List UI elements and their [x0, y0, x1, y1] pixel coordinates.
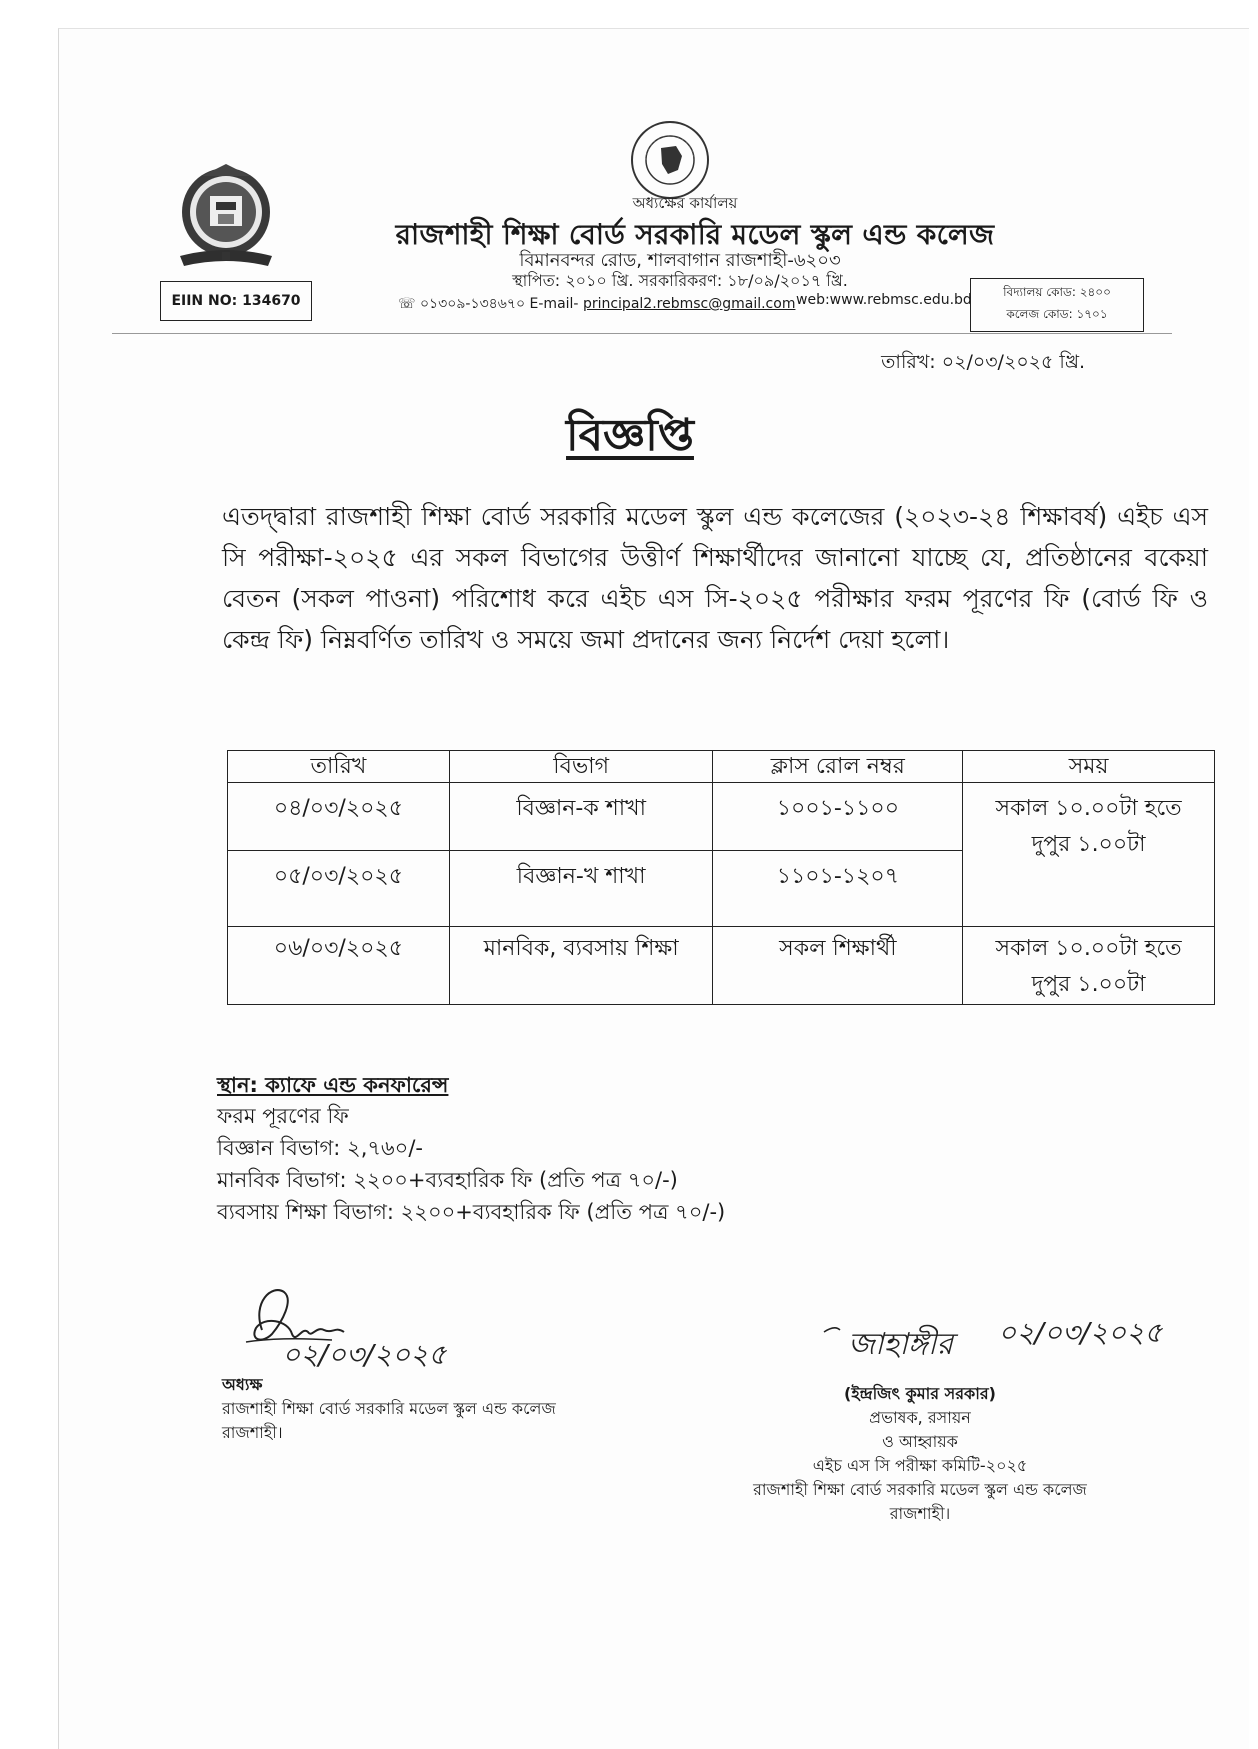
table-row [228, 783, 1215, 851]
bangladesh-government-seal-icon [628, 118, 712, 202]
email-label: E-mail- [529, 296, 579, 312]
notice-date: তারিখ: ০২/০৩/২০২৫ খ্রি. [881, 351, 1085, 373]
time-start: সকাল ১০.০০টা হতে [995, 936, 1182, 961]
schedule-table [227, 750, 1215, 1005]
row-department: মানবিক, ব্যবসায় শিক্ষা [449, 927, 713, 1005]
institution-code-box [970, 278, 1144, 332]
notice-body: এতদ্দ্বারা রাজশাহী শিক্ষা বোর্ড সরকারি মডেল স্কুল এন্ড কলেজের (২০২৩-২৪ শিক্ষাবর্ষ) এইচ এস সি পরীক্ষা-২০২৫ এর সকল বিভাগের উত্তীর্ণ শিক্ষার্থীদের জানানো যাচ্ছে যে, প্রতিষ্ঠানের বকেয়া বেতন (সকল পাওনা) পরিশোধ করে এইচ এস সি-২০২৫ পরীক্ষার ফরম পূরণের ফি (বোর্ড ফি ও কেন্দ্র ফি) নিম্নবর্ণিত তারিখ ও সময়ে জমা প্রদানের জন্য নির্দেশ দেয়া হলো। [222, 502, 1208, 654]
row-time [963, 783, 1215, 927]
header-date: তারিখ [228, 751, 450, 783]
fee-business: ব্যবসায় শিক্ষা বিভাগ: ২২০০+ব্যবহারিক ফি (প্রতি পত্র ৭০/-) [217, 1200, 726, 1224]
header-roll: ক্লাস রোল নম্বর [713, 751, 963, 783]
principal-signature-date: ০২/০৩/২০২৫ [282, 1338, 447, 1371]
contact-line [398, 292, 978, 316]
convener-signature-date: ০২/০৩/২০২৫ [998, 1316, 1163, 1349]
institution-address: বিমানবন্দর রোড, শালবাগান রাজশাহী-৬২০৩ [519, 250, 841, 271]
website-link[interactable]: web:www.rebmsc.edu.bd [796, 292, 972, 308]
principal-role: অধ্যক্ষ [222, 1375, 263, 1394]
convener-designation: প্রভাষক, রসায়ন [869, 1408, 971, 1427]
time-end: দুপুর ১.০০টা [1031, 972, 1146, 997]
row-department: বিজ্ঞান-ক শাখা [449, 783, 713, 851]
fee-humanities: মানবিক বিভাগ: ২২০০+ব্যবহারিক ফি (প্রতি পত্র ৭০/-) [217, 1168, 678, 1192]
header-department: বিভাগ [449, 751, 713, 783]
college-code: কলেজ কোড: ১৭০১ [1006, 307, 1108, 321]
row-date: ০৬/০৩/২০২৫ [228, 927, 450, 1005]
fee-list [217, 1100, 725, 1228]
header-time: সময় [963, 751, 1215, 783]
venue: স্থান: ক্যাফে এন্ড কনফারেন্স [217, 1073, 449, 1097]
row-roll: ১১০১-১২০৭ [713, 851, 963, 927]
convener-signature-name: জাহাঙ্গীর [848, 1327, 953, 1362]
principal-signature [232, 1282, 482, 1372]
principal-institution: রাজশাহী শিক্ষা বোর্ড সরকারি মডেল স্কুল এন্ড কলেজ [222, 1399, 556, 1418]
convener-committee: এইচ এস সি পরীক্ষা কমিটি-২০২৫ [812, 1456, 1028, 1475]
row-roll: সকল শিক্ষার্থী [713, 927, 963, 1005]
email-link[interactable]: principal2.rebmsc@gmail.com [582, 296, 796, 312]
convener-role: ও আহ্বায়ক [882, 1432, 958, 1451]
row-department: বিজ্ঞান-খ শাখা [449, 851, 713, 927]
table-header-row [228, 751, 1215, 783]
establishment-info: স্থাপিত: ২০১০ খ্রি. সরকারিকরণ: ১৮/০৯/২০১৭ খ্রি. [512, 271, 848, 290]
institution-name: রাজশাহী শিক্ষা বোর্ড সরকারি মডেল স্কুল এন্ড কলেজ [395, 218, 995, 251]
time-end: দুপুর ১.০০টা [1031, 832, 1146, 857]
row-time [963, 927, 1215, 1005]
phone-number: ☏ ০১৩০৯-১৩৪৬৭০ [398, 296, 526, 312]
eiin-box: EIIN NO: 134670 [160, 281, 312, 321]
convener-institution: রাজশাহী শিক্ষা বোর্ড সরকারি মডেল স্কুল এন্ড কলেজ [753, 1480, 1087, 1499]
convener-city: রাজশাহী। [889, 1504, 951, 1523]
convener-signature [818, 1302, 1258, 1372]
college-crest-emblem-icon [172, 160, 280, 278]
time-start: সকাল ১০.০০টা হতে [995, 796, 1182, 821]
row-roll: ১০০১-১১০০ [713, 783, 963, 851]
row-date: ০৪/০৩/২০২৫ [228, 783, 450, 851]
header-divider [112, 333, 1172, 334]
convener-name: (ইন্দ্রজিৎ কুমার সরকার) [844, 1384, 996, 1403]
fee-science: বিজ্ঞান বিভাগ: ২,৭৬০/- [217, 1136, 423, 1160]
principal-city: রাজশাহী। [222, 1423, 283, 1442]
fee-heading: ফরম পূরণের ফি [217, 1104, 349, 1128]
principal-signer-block [222, 1373, 556, 1445]
table-row [228, 927, 1215, 1005]
row-date: ০৫/০৩/২০২৫ [228, 851, 450, 927]
convener-signer-block [720, 1382, 1120, 1526]
notice-title: বিজ্ঞপ্তি [566, 410, 694, 461]
office-label: অধ্যক্ষের কার্যালয় [632, 194, 738, 212]
school-code: বিদ্যালয় কোড: ২৪০০ [1003, 285, 1111, 299]
